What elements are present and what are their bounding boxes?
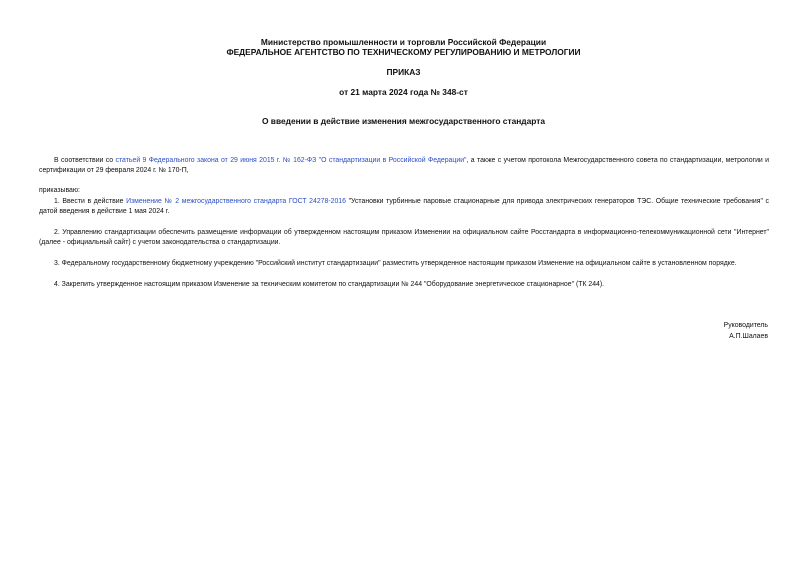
- law-link[interactable]: статьей 9 Федерального закона от 29 июня 2015 г. № 162-ФЗ "О стандартизации в Российской Федерации": [115, 157, 467, 164]
- standard-amendment-link[interactable]: Изменение № 2 межгосударственного стандарта ГОСТ 24278-2016: [126, 198, 346, 205]
- signatory-role: Руководитель: [723, 322, 768, 329]
- document-date-number: от 21 марта 2024 года № 348-ст: [339, 87, 468, 97]
- document-subject: О введении в действие изменения межгосударственного стандарта: [261, 116, 546, 126]
- agency-name: ФЕДЕРАЛЬНОЕ АГЕНТСТВО ПО ТЕХНИЧЕСКОМУ РЕГУЛИРОВАНИЮ И МЕТРОЛОГИИ: [226, 47, 581, 57]
- preamble-paragraph: [39, 156, 769, 175]
- order-item-2: 2. Управлению стандартизации обеспечить размещение информации об утвержденном настоящим приказом Изменении на официальном сайте Росстандарта в информационно-телекоммуникационной сети "Интернет" (далее - официальный сайт) с учетом законодательства о стандартизации.: [39, 229, 769, 246]
- preamble-prefix: В соответствии со: [54, 157, 116, 164]
- order-item-4: 4. Закрепить утвержденное настоящим приказом Изменение за техническим комитетом по стандартизации № 244 "Оборудование энергетическое стационарное" (ТК 244).: [54, 281, 605, 288]
- order-item-1: [39, 197, 769, 216]
- order-item-3: 3. Федеральному государственному бюджетному учреждению "Российский институт стандартизации" разместить утвержденное настоящим приказом Изменение на официальном сайте в установленном порядке.: [54, 260, 737, 267]
- preamble-suffix: , а также с учетом протокола Межгосударственного совета по стандартизации, метрологии и сертификации от 29 февраля 2024 г. № 170-П,: [39, 157, 770, 174]
- document-type: ПРИКАЗ: [386, 67, 421, 77]
- order-item-1-suffix: "Установки турбинные паровые стационарные для привода электрических генераторов ТЭС. Общие технические требования" с датой введения в действие 1 мая 2024 г.: [39, 198, 769, 215]
- order-item-1-prefix: 1. Ввести в действие: [54, 198, 127, 205]
- ministry-name: Министерство промышленности и торговли Российской Федерации: [260, 37, 547, 47]
- signatory-name: А.П.Шалаев: [729, 333, 768, 340]
- ordered-label: приказываю:: [39, 187, 80, 194]
